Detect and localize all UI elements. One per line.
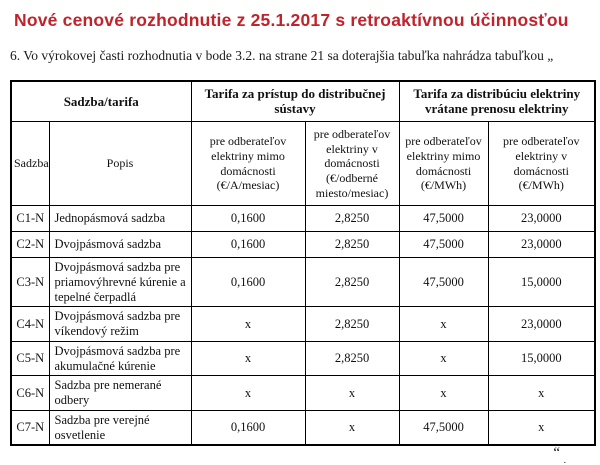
column-header-sadzba: Sadzba — [11, 122, 49, 206]
tariff-value: x — [488, 410, 595, 445]
table-row — [11, 258, 595, 307]
tariff-value: 2,8250 — [305, 307, 399, 342]
column-header-v-domacnosti-mwh: pre odberateľov elektriny v domácnosti (€/MWh) — [488, 122, 595, 206]
sub-header-row — [11, 122, 595, 206]
tariff-code: C4-N — [11, 307, 49, 342]
tariff-value: 0,1600 — [191, 258, 305, 307]
tariff-code: C7-N — [11, 410, 49, 445]
group-header-distribucia: Tarifa za distribúciu elektriny vrátane prenosu elektriny — [399, 81, 595, 122]
tariff-value: 47,5000 — [399, 258, 488, 307]
page-title: Nové cenové rozhodnutie z 25.1.2017 s retroaktívnou účinnosťou — [14, 10, 569, 30]
tariff-description: Dvojpásmová sadzba — [49, 232, 191, 258]
column-header-mimo-domacnosti-mesiac: pre odberateľov elektriny mimo domácnosti (€/A/mesiac) — [191, 122, 305, 206]
tariff-code: C6-N — [11, 376, 49, 411]
tariff-code: C2-N — [11, 232, 49, 258]
tariff-value: x — [399, 341, 488, 376]
tariff-value: 0,1600 — [191, 232, 305, 258]
table-row — [11, 410, 595, 445]
column-header-mimo-domacnosti-mwh: pre odberateľov elektriny mimo domácnosti (€/MWh) — [399, 122, 488, 206]
document-page — [0, 10, 600, 465]
tariff-value: x — [191, 341, 305, 376]
tariff-value: x — [191, 376, 305, 411]
tariff-value: x — [305, 376, 399, 411]
tariff-value: x — [399, 307, 488, 342]
group-header-pristup: Tarifa za prístup do distribučnej sústavy — [191, 81, 399, 122]
tariff-description: Dvojpásmová sadzba pre víkendový režim — [49, 307, 191, 342]
tariff-code: C1-N — [11, 206, 49, 232]
table-row — [11, 232, 595, 258]
tariff-value: x — [191, 307, 305, 342]
tariff-description: Sadzba pre nemerané odbery — [49, 376, 191, 411]
tariff-value: x — [399, 376, 488, 411]
tariff-value: 47,5000 — [399, 410, 488, 445]
tariff-value: x — [305, 410, 399, 445]
closing-quote: “ — [553, 445, 560, 462]
tariff-description: Sadzba pre verejné osvetlenie — [49, 410, 191, 445]
tariff-value: 2,8250 — [305, 258, 399, 307]
tariff-value: 47,5000 — [399, 206, 488, 232]
tariff-value: x — [488, 376, 595, 411]
table-row — [11, 206, 595, 232]
tariff-table-body — [11, 206, 595, 446]
group-header-sadzba-tarifa: Sadzba/tarifa — [11, 81, 191, 122]
tariff-description: Jednopásmová sadzba — [49, 206, 191, 232]
tariff-value: 15,0000 — [488, 341, 595, 376]
tariff-value: 23,0000 — [488, 232, 595, 258]
tariff-value: 47,5000 — [399, 232, 488, 258]
closing-period: . — [563, 455, 566, 465]
tariff-code: C5-N — [11, 341, 49, 376]
table-row — [11, 341, 595, 376]
column-header-v-domacnosti-mesiac: pre odberateľov elektriny v domácnosti (€/odberné miesto/mesiac) — [305, 122, 399, 206]
group-header-row — [11, 81, 595, 122]
tariff-code: C3-N — [11, 258, 49, 307]
tariff-value: 0,1600 — [191, 206, 305, 232]
tariff-value: 23,0000 — [488, 307, 595, 342]
tariff-value: 23,0000 — [488, 206, 595, 232]
body-paragraph: 6. Vo výrokovej časti rozhodnutia v bode 3.2. na strane 21 sa doterajšia tabuľka nahrádza tabuľkou „ — [10, 48, 554, 63]
tariff-description: Dvojpásmová sadzba pre priamovýhrevné kúrenie a tepelné čerpadlá — [49, 258, 191, 307]
tariff-description: Dvojpásmová sadzba pre akumulačné kúrenie — [49, 341, 191, 376]
tariff-value: 15,0000 — [488, 258, 595, 307]
tariff-table-header — [11, 81, 595, 206]
table-row — [11, 307, 595, 342]
tariff-value: 2,8250 — [305, 206, 399, 232]
table-row — [11, 376, 595, 411]
tariff-value: 0,1600 — [191, 410, 305, 445]
tariff-value: 2,8250 — [305, 341, 399, 376]
tariff-value: 2,8250 — [305, 232, 399, 258]
column-header-popis: Popis — [49, 122, 191, 206]
tariff-table — [10, 80, 596, 447]
